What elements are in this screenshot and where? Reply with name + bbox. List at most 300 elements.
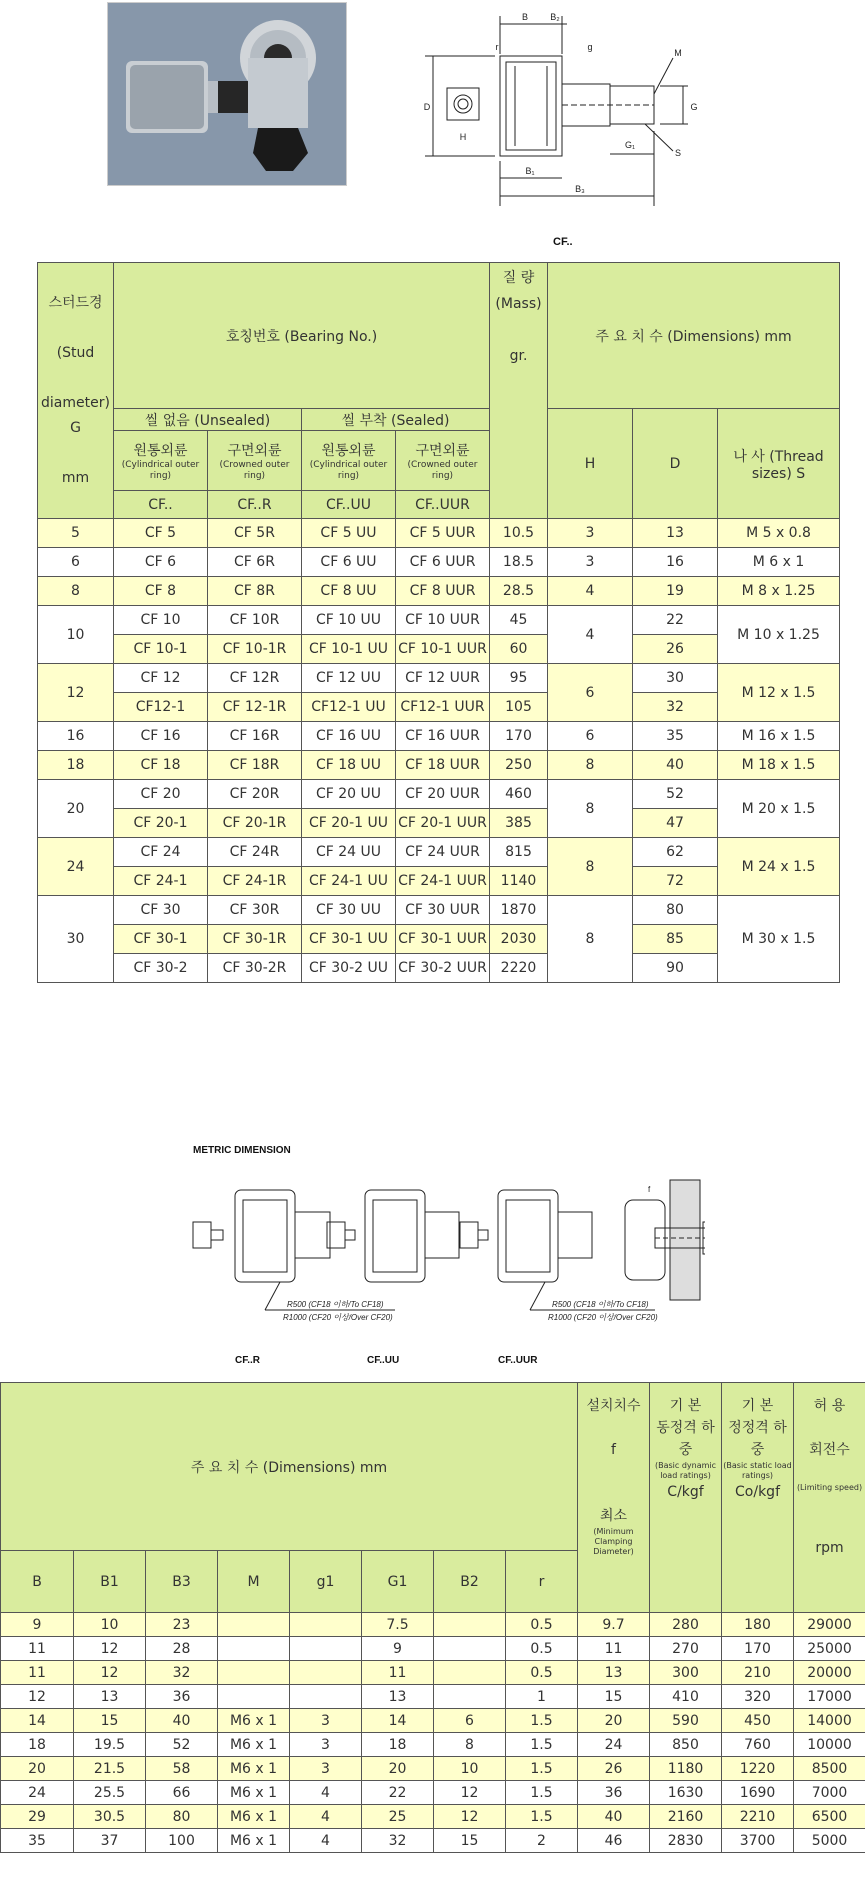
cf-cell: CF 10-1	[114, 635, 208, 664]
b2-cell: 12	[434, 1781, 506, 1805]
stud-header: 스터드경 (Stud diameter) G mm	[38, 263, 114, 519]
unsealed-header: 씰 없음 (Unsealed)	[114, 409, 302, 431]
table-row	[1, 1613, 865, 1637]
h-cell: 8	[548, 838, 633, 896]
uu-cell: CF 12 UU	[302, 664, 396, 693]
uur-cell: CF 24-1 UUR	[396, 867, 490, 896]
b-cell: 14	[1, 1709, 74, 1733]
table-row	[1, 1685, 865, 1709]
m-cell	[218, 1661, 290, 1685]
code-cfuur: CF..UUR	[396, 491, 490, 519]
uu-cell: CF 10 UU	[302, 606, 396, 635]
static-load-cell: 1220	[722, 1757, 794, 1781]
cf-cell: CF 5	[114, 519, 208, 548]
uu-cell: CF 20-1 UU	[302, 809, 396, 838]
g1-cell: 20	[362, 1757, 434, 1781]
b3-cell: 58	[146, 1757, 218, 1781]
limiting-speed-cell: 25000	[794, 1637, 865, 1661]
mass-cell: 45	[490, 606, 548, 635]
code-cfuu: CF..UU	[302, 491, 396, 519]
b2-cell: 12	[434, 1805, 506, 1829]
stud-cell: 30	[38, 896, 114, 983]
svg-text:R1000 (CF20 이상/Over CF20): R1000 (CF20 이상/Over CF20)	[548, 1313, 658, 1322]
b-cell: 18	[1, 1733, 74, 1757]
b3-cell: 100	[146, 1829, 218, 1853]
static-load-cell: 2210	[722, 1805, 794, 1829]
m-cell: M6 x 1	[218, 1757, 290, 1781]
thread-cell: M 20 x 1.5	[718, 780, 840, 838]
cfr-cell: CF 30-2R	[208, 954, 302, 983]
svg-text:r: r	[495, 42, 499, 52]
b3-cell: 36	[146, 1685, 218, 1709]
g1-small-cell: 4	[290, 1805, 362, 1829]
m-cell	[218, 1637, 290, 1661]
b2-cell	[434, 1685, 506, 1709]
thread-cell: M 12 x 1.5	[718, 664, 840, 722]
mass-cell: 105	[490, 693, 548, 722]
stud-cell: 10	[38, 606, 114, 664]
cf-cell: CF 24-1	[114, 867, 208, 896]
crown-header: 구면외륜 (Crowned outer ring)	[208, 431, 302, 491]
thread-cell: M 16 x 1.5	[718, 722, 840, 751]
mass-cell: 2030	[490, 925, 548, 954]
g1-small-cell: 3	[290, 1733, 362, 1757]
uu-cell: CF 30 UU	[302, 896, 396, 925]
product-photo	[107, 2, 347, 186]
static-load-cell: 3700	[722, 1829, 794, 1853]
svg-text:B₂: B₂	[550, 12, 560, 22]
cf-cell: CF 8	[114, 577, 208, 606]
f-min-cell: 46	[578, 1829, 650, 1853]
b-cell: 24	[1, 1781, 74, 1805]
uur-cell: CF 30-2 UUR	[396, 954, 490, 983]
g1-small-cell: 3	[290, 1757, 362, 1781]
cfr-cell: CF 20R	[208, 780, 302, 809]
r-cell: 0.5	[506, 1661, 578, 1685]
col-g1: G1	[362, 1551, 434, 1613]
b2-cell	[434, 1661, 506, 1685]
g1-cell: 9	[362, 1637, 434, 1661]
cf-cell: CF 20-1	[114, 809, 208, 838]
b3-cell: 23	[146, 1613, 218, 1637]
cfr-cell: CF 10R	[208, 606, 302, 635]
stud-cell: 18	[38, 751, 114, 780]
uu-cell: CF 24 UU	[302, 838, 396, 867]
cf-cell: CF 30-1	[114, 925, 208, 954]
m-cell	[218, 1685, 290, 1709]
dynamic-load-cell: 850	[650, 1733, 722, 1757]
uur-cell: CF12-1 UUR	[396, 693, 490, 722]
g1-cell: 22	[362, 1781, 434, 1805]
uu-cell: CF 30-2 UU	[302, 954, 396, 983]
limiting-speed-cell: 7000	[794, 1781, 865, 1805]
static-load-cell: 180	[722, 1613, 794, 1637]
dimensions-header: 주 요 치 수 (Dimensions) mm	[548, 263, 840, 409]
uu-cell: CF 30-1 UU	[302, 925, 396, 954]
g1-cell: 14	[362, 1709, 434, 1733]
g1-cell: 25	[362, 1805, 434, 1829]
mass-header: 질 량 (Mass) gr.	[490, 263, 548, 519]
mass-cell: 385	[490, 809, 548, 838]
g1-small-cell	[290, 1637, 362, 1661]
r-cell: 1.5	[506, 1805, 578, 1829]
d-cell: 35	[633, 722, 718, 751]
dynamic-load-cell: 590	[650, 1709, 722, 1733]
b1-cell: 13	[74, 1685, 146, 1709]
crown-header-sealed: 구면외륜 (Crowned outer ring)	[396, 431, 490, 491]
b1-cell: 19.5	[74, 1733, 146, 1757]
mass-cell: 28.5	[490, 577, 548, 606]
table-row	[1, 1757, 865, 1781]
diagram-label-cf: CF..	[553, 236, 573, 248]
bearing-no-header: 호칭번호 (Bearing No.)	[114, 263, 490, 409]
cfr-cell: CF 20-1R	[208, 809, 302, 838]
dynamic-load-cell: 280	[650, 1613, 722, 1637]
d-cell: 32	[633, 693, 718, 722]
cfr-cell: CF 24-1R	[208, 867, 302, 896]
d-cell: 30	[633, 664, 718, 693]
m-cell: M6 x 1	[218, 1781, 290, 1805]
uu-cell: CF12-1 UU	[302, 693, 396, 722]
d-cell: 62	[633, 838, 718, 867]
metric-dimension-diagram	[185, 1170, 705, 1370]
h-cell: 8	[548, 896, 633, 983]
r-cell: 1.5	[506, 1781, 578, 1805]
uur-cell: CF 30-1 UUR	[396, 925, 490, 954]
g1-cell: 18	[362, 1733, 434, 1757]
col-b: B	[1, 1551, 74, 1613]
cfr-cell: CF 30R	[208, 896, 302, 925]
static-load-cell: 170	[722, 1637, 794, 1661]
h-cell: 4	[548, 606, 633, 664]
col-b1: B1	[74, 1551, 146, 1613]
col-b2: B2	[434, 1551, 506, 1613]
cf-cell: CF 18	[114, 751, 208, 780]
cf-cell: CF 12	[114, 664, 208, 693]
svg-text:g: g	[587, 42, 593, 52]
static-load-cell: 210	[722, 1661, 794, 1685]
install-header: 설치치수 f 최소 (Minimum Clamping Diameter)	[578, 1383, 650, 1613]
f-min-cell: 24	[578, 1733, 650, 1757]
b1-cell: 25.5	[74, 1781, 146, 1805]
dimensions-header-2: 주 요 치 수 (Dimensions) mm	[1, 1383, 578, 1551]
h-cell: 8	[548, 751, 633, 780]
limiting-speed-cell: 10000	[794, 1733, 865, 1757]
d-cell: 19	[633, 577, 718, 606]
table-row	[1, 1661, 865, 1685]
f-min-cell: 36	[578, 1781, 650, 1805]
mass-cell: 18.5	[490, 548, 548, 577]
limiting-speed-cell: 20000	[794, 1661, 865, 1685]
uur-cell: CF 8 UUR	[396, 577, 490, 606]
svg-text:D: D	[423, 102, 431, 112]
thread-cell: M 18 x 1.5	[718, 751, 840, 780]
thread-cell: M 8 x 1.25	[718, 577, 840, 606]
r-cell: 1.5	[506, 1709, 578, 1733]
dimension-table	[0, 1382, 865, 1853]
r-cell: 1.5	[506, 1733, 578, 1757]
cf-cell: CF 20	[114, 780, 208, 809]
limiting-speed-header: 허 용 회전수 (Limiting speed) rpm	[794, 1383, 865, 1613]
uu-cell: CF 5 UU	[302, 519, 396, 548]
d-cell: 80	[633, 896, 718, 925]
svg-text:f: f	[648, 1185, 651, 1194]
svg-text:M: M	[674, 48, 682, 58]
uur-cell: CF 18 UUR	[396, 751, 490, 780]
d-cell: 22	[633, 606, 718, 635]
cf-cell: CF 16	[114, 722, 208, 751]
dynamic-load-cell: 300	[650, 1661, 722, 1685]
bearing-table	[37, 262, 840, 983]
uu-cell: CF 10-1 UU	[302, 635, 396, 664]
mass-cell: 1140	[490, 867, 548, 896]
table-row	[1, 1733, 865, 1757]
limiting-speed-cell: 6500	[794, 1805, 865, 1829]
uu-cell: CF 16 UU	[302, 722, 396, 751]
g1-small-cell: 3	[290, 1709, 362, 1733]
d-cell: 47	[633, 809, 718, 838]
uur-cell: CF 5 UUR	[396, 519, 490, 548]
b1-cell: 10	[74, 1613, 146, 1637]
mass-cell: 2220	[490, 954, 548, 983]
cfr-cell: CF 18R	[208, 751, 302, 780]
g1-small-cell	[290, 1685, 362, 1709]
r-cell: 2	[506, 1829, 578, 1853]
cfr-cell: CF 30-1R	[208, 925, 302, 954]
stud-cell: 24	[38, 838, 114, 896]
d-cell: 26	[633, 635, 718, 664]
limiting-speed-cell: 17000	[794, 1685, 865, 1709]
f-min-cell: 15	[578, 1685, 650, 1709]
svg-text:B: B	[521, 12, 529, 22]
col-r: r	[506, 1551, 578, 1613]
b-cell: 20	[1, 1757, 74, 1781]
b1-cell: 12	[74, 1637, 146, 1661]
b1-cell: 21.5	[74, 1757, 146, 1781]
b3-cell: 52	[146, 1733, 218, 1757]
b1-cell: 15	[74, 1709, 146, 1733]
cfr-cell: CF 24R	[208, 838, 302, 867]
uur-cell: CF 10-1 UUR	[396, 635, 490, 664]
r-cell: 1.5	[506, 1757, 578, 1781]
m-cell: M6 x 1	[218, 1709, 290, 1733]
col-b3: B3	[146, 1551, 218, 1613]
b3-cell: 80	[146, 1805, 218, 1829]
h-cell: 4	[548, 577, 633, 606]
cyl-header: 원통외륜 (Cylindrical outer ring)	[114, 431, 208, 491]
h-cell: 3	[548, 519, 633, 548]
m-cell: M6 x 1	[218, 1829, 290, 1853]
b-cell: 9	[1, 1613, 74, 1637]
f-min-cell: 20	[578, 1709, 650, 1733]
d-cell: 85	[633, 925, 718, 954]
mass-cell: 10.5	[490, 519, 548, 548]
b2-cell: 15	[434, 1829, 506, 1853]
b-cell: 29	[1, 1805, 74, 1829]
cf-cell: CF 24	[114, 838, 208, 867]
svg-text:H: H	[459, 132, 467, 142]
stud-cell: 12	[38, 664, 114, 722]
svg-text:G₁: G₁	[624, 140, 636, 150]
uu-cell: CF 8 UU	[302, 577, 396, 606]
uur-cell: CF 10 UUR	[396, 606, 490, 635]
uur-cell: CF 20-1 UUR	[396, 809, 490, 838]
g1-cell: 32	[362, 1829, 434, 1853]
b1-cell: 30.5	[74, 1805, 146, 1829]
b2-cell	[434, 1613, 506, 1637]
col-m: M	[218, 1551, 290, 1613]
thread-cell: M 10 x 1.25	[718, 606, 840, 664]
dynamic-load-cell: 270	[650, 1637, 722, 1661]
static-load-cell: 1690	[722, 1781, 794, 1805]
thread-cell: M 6 x 1	[718, 548, 840, 577]
dynamic-load-cell: 2830	[650, 1829, 722, 1853]
svg-text:S: S	[674, 148, 682, 158]
col-g1-small: g1	[290, 1551, 362, 1613]
g1-small-cell: 4	[290, 1829, 362, 1853]
f-min-cell: 9.7	[578, 1613, 650, 1637]
static-load-cell: 320	[722, 1685, 794, 1709]
r-cell: 0.5	[506, 1613, 578, 1637]
b-cell: 35	[1, 1829, 74, 1853]
cfr-cell: CF 16R	[208, 722, 302, 751]
cf-cell: CF 30	[114, 896, 208, 925]
mass-cell: 60	[490, 635, 548, 664]
g1-cell: 13	[362, 1685, 434, 1709]
uur-cell: CF 12 UUR	[396, 664, 490, 693]
limiting-speed-cell: 5000	[794, 1829, 865, 1853]
dynamic-load-cell: 2160	[650, 1805, 722, 1829]
g1-small-cell: 4	[290, 1781, 362, 1805]
svg-text:R1000 (CF20 이상/Over CF20): R1000 (CF20 이상/Over CF20)	[283, 1313, 393, 1322]
cam-follower-diagram	[405, 6, 700, 216]
f-min-cell: 11	[578, 1637, 650, 1661]
g1-cell: 11	[362, 1661, 434, 1685]
b1-cell: 37	[74, 1829, 146, 1853]
mass-cell: 460	[490, 780, 548, 809]
metric-dimension-title: METRIC DIMENSION	[193, 1145, 291, 1156]
stud-cell: 8	[38, 577, 114, 606]
h-cell: 8	[548, 780, 633, 838]
cf-cell: CF 10	[114, 606, 208, 635]
dynamic-load-cell: 410	[650, 1685, 722, 1709]
svg-text:B₃: B₃	[575, 184, 585, 194]
mass-cell: 170	[490, 722, 548, 751]
f-min-cell: 40	[578, 1805, 650, 1829]
cf-cell: CF 30-2	[114, 954, 208, 983]
d-cell: 90	[633, 954, 718, 983]
b2-cell: 10	[434, 1757, 506, 1781]
limiting-speed-cell: 29000	[794, 1613, 865, 1637]
d-cell: 13	[633, 519, 718, 548]
uu-cell: CF 24-1 UU	[302, 867, 396, 896]
thread-cell: M 5 x 0.8	[718, 519, 840, 548]
label-cfr: CF..R	[235, 1355, 260, 1366]
thread-cell: M 24 x 1.5	[718, 838, 840, 896]
svg-text:R500 (CF18 이하/To CF18): R500 (CF18 이하/To CF18)	[552, 1300, 649, 1309]
uur-cell: CF 30 UUR	[396, 896, 490, 925]
cfr-cell: CF 12-1R	[208, 693, 302, 722]
cf-cell: CF 6	[114, 548, 208, 577]
stud-cell: 6	[38, 548, 114, 577]
limiting-speed-cell: 8500	[794, 1757, 865, 1781]
b3-cell: 32	[146, 1661, 218, 1685]
stud-cell: 16	[38, 722, 114, 751]
cfr-cell: CF 5R	[208, 519, 302, 548]
dynamic-load-cell: 1630	[650, 1781, 722, 1805]
cfr-cell: CF 6R	[208, 548, 302, 577]
g1-cell: 7.5	[362, 1613, 434, 1637]
b2-cell: 8	[434, 1733, 506, 1757]
h-header: H	[548, 409, 633, 519]
static-load-cell: 450	[722, 1709, 794, 1733]
table-row	[1, 1781, 865, 1805]
stud-cell: 5	[38, 519, 114, 548]
svg-text:B₁: B₁	[525, 166, 535, 176]
table-row	[1, 1805, 865, 1829]
uur-cell: CF 16 UUR	[396, 722, 490, 751]
b-cell: 11	[1, 1637, 74, 1661]
static-load-cell: 760	[722, 1733, 794, 1757]
mass-cell: 815	[490, 838, 548, 867]
b3-cell: 28	[146, 1637, 218, 1661]
g1-small-cell	[290, 1613, 362, 1637]
b3-cell: 66	[146, 1781, 218, 1805]
g1-small-cell	[290, 1661, 362, 1685]
cfr-cell: CF 10-1R	[208, 635, 302, 664]
dynamic-load-header: 기 본 동정격 하중 (Basic dynamic load ratings) C/kgf	[650, 1383, 722, 1613]
thread-header: 나 사 (Thread sizes) S	[718, 409, 840, 519]
svg-text:R500 (CF18 이하/To CF18): R500 (CF18 이하/To CF18)	[287, 1300, 384, 1309]
cfr-cell: CF 12R	[208, 664, 302, 693]
d-header: D	[633, 409, 718, 519]
table-row	[1, 1829, 865, 1853]
r-cell: 0.5	[506, 1637, 578, 1661]
b3-cell: 40	[146, 1709, 218, 1733]
b2-cell: 6	[434, 1709, 506, 1733]
uu-cell: CF 18 UU	[302, 751, 396, 780]
limiting-speed-cell: 14000	[794, 1709, 865, 1733]
cyl-header-sealed: 원통외륜 (Cylindrical outer ring)	[302, 431, 396, 491]
d-cell: 40	[633, 751, 718, 780]
b1-cell: 12	[74, 1661, 146, 1685]
static-load-header: 기 본 정정격 하중 (Basic static load ratings) Co/kgf	[722, 1383, 794, 1613]
h-cell: 6	[548, 722, 633, 751]
mass-cell: 1870	[490, 896, 548, 925]
code-cf: CF..	[114, 491, 208, 519]
m-cell	[218, 1613, 290, 1637]
h-cell: 6	[548, 664, 633, 722]
mass-cell: 95	[490, 664, 548, 693]
mass-cell: 250	[490, 751, 548, 780]
label-cfuur: CF..UUR	[498, 1355, 538, 1366]
uur-cell: CF 6 UUR	[396, 548, 490, 577]
d-cell: 52	[633, 780, 718, 809]
f-min-cell: 13	[578, 1661, 650, 1685]
h-cell: 3	[548, 548, 633, 577]
f-min-cell: 26	[578, 1757, 650, 1781]
table-row	[1, 1637, 865, 1661]
m-cell: M6 x 1	[218, 1733, 290, 1757]
uu-cell: CF 20 UU	[302, 780, 396, 809]
d-cell: 16	[633, 548, 718, 577]
b2-cell	[434, 1637, 506, 1661]
thread-cell: M 30 x 1.5	[718, 896, 840, 983]
uur-cell: CF 20 UUR	[396, 780, 490, 809]
svg-text:G: G	[690, 102, 698, 112]
code-cfr: CF..R	[208, 491, 302, 519]
stud-cell: 20	[38, 780, 114, 838]
